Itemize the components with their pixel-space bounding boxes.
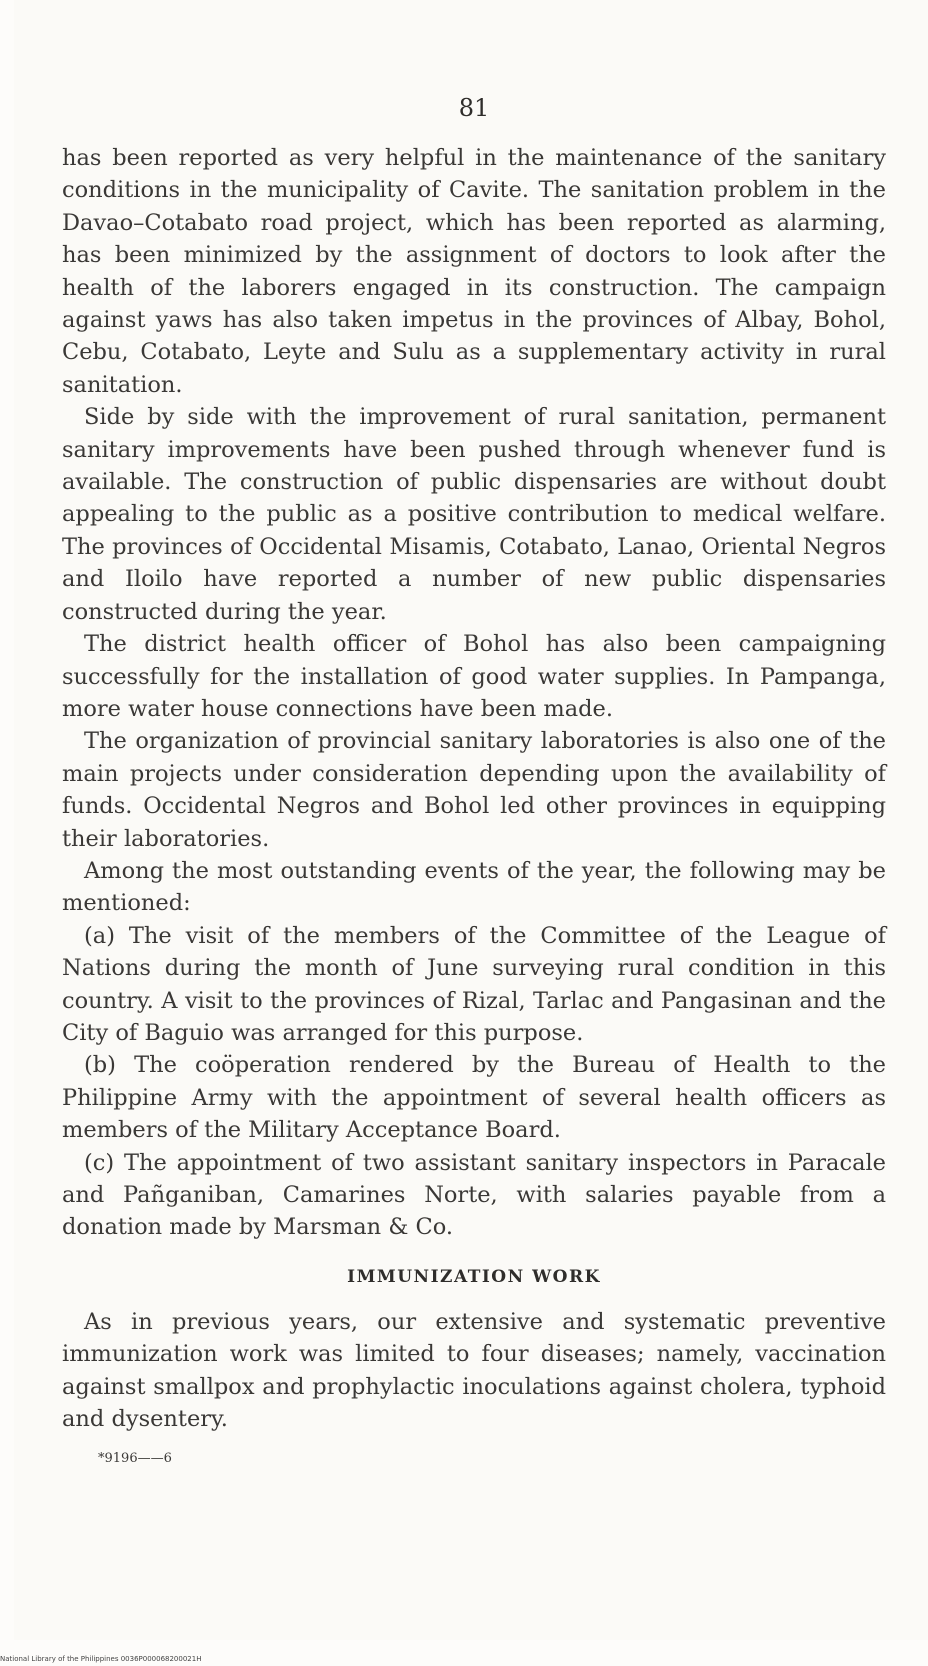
list-item: (a) The visit of the members of the Committee of the League of Nations during the month of June surveying rural condition in this country. A visit to the provinces of Rizal, Tarlac and Pangasinan and the City of Baguio was arranged for this purpose. [62, 922, 886, 1046]
signature-mark: *9196——6 [98, 1451, 172, 1467]
paragraph: has been reported as very helpful in the maintenance of the sanitary conditions in the municipality of Cavite. The sanitation problem in the Davao–Cotabato road project, which has been reported as alarming, has been minimized by the assignment of doctors to look after the health of the laborers engaged in its construction. The campaign against yaws has also taken impetus in the provinces of Albay, Bohol, Cebu, Cotabato, Leyte and Sulu as a supplementary activity in rural sanitation. [62, 145, 886, 398]
page-text [62, 92, 886, 1469]
section-heading: IMMUNIZATION WORK [347, 1266, 601, 1287]
paragraph: As in previous years, our extensive and systematic preventive immunization work was limited to four diseases; namely, vaccination against smallpox and prophylactic inoculations against cholera, typhoid and dysentery. [62, 1308, 886, 1433]
paper-sheet [14, 0, 928, 1640]
list-item: (b) The coöperation rendered by the Bureau of Health to the Philippine Army with the appointment of several health officers as members of the Military Acceptance Board. [62, 1052, 886, 1144]
page-number: 81 [458, 94, 490, 122]
list-item: (c) The appointment of two assistant sanitary inspectors in Paracale and Pañganiban, Camarines Norte, with salaries payable from a donation made by Marsman & Co. [62, 1149, 886, 1241]
paragraph: Side by side with the improvement of rural sanitation, permanent sanitary improvements have been pushed through whenever fund is available. The construction of public dispensaries are without doubt appealing to the public as a positive contribution to medical welfare. The provinces of Occidental Misamis, Cotabato, Lanao, Oriental Negros and Iloilo have reported a number of new public dispensaries constructed during the year. [62, 404, 886, 625]
library-stamp: National Library of the Philippines 0036P000068200021H [0, 1655, 202, 1663]
paragraph: Among the most outstanding events of the year, the following may be mentioned: [62, 857, 886, 917]
paragraph: The district health officer of Bohol has also been campaigning successfully for the installation of good water supplies. In Pampanga, more water house connections have been made. [62, 631, 886, 722]
paragraph: The organization of provincial sanitary laboratories is also one of the main projects under consideration depending upon the availability of funds. Occidental Negros and Bohol led other provinces in equipping their laboratories. [62, 728, 886, 852]
